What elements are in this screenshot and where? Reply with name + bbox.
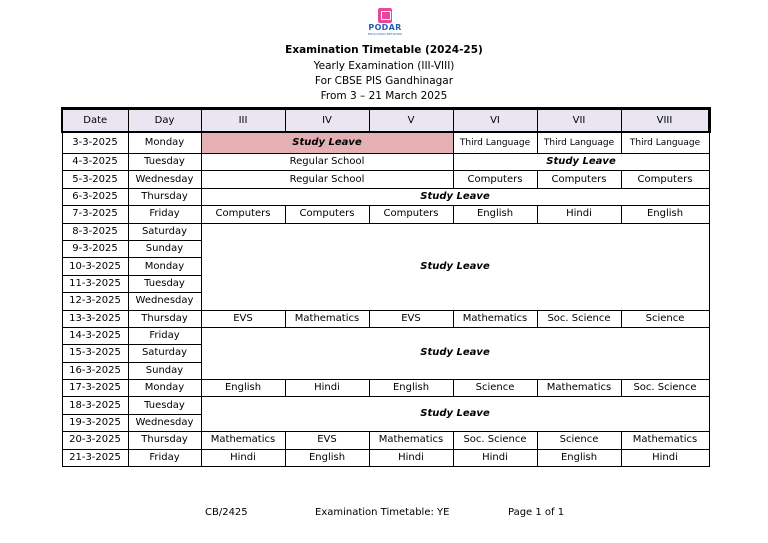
- table-row: [62, 154, 709, 171]
- date-cell: 19-3-2025: [62, 414, 128, 431]
- timetable: [61, 107, 711, 467]
- study-leave-cell: Study Leave: [201, 132, 453, 154]
- date-cell: 13-3-2025: [62, 310, 128, 327]
- day-cell: Monday: [128, 132, 201, 154]
- subject-cell: English: [537, 449, 621, 466]
- regular-school-cell: Regular School: [201, 171, 453, 188]
- table-row: [62, 397, 709, 414]
- day-cell: Tuesday: [128, 154, 201, 171]
- subject-cell: EVS: [369, 310, 453, 327]
- subject-cell: EVS: [285, 432, 369, 449]
- date-cell: 16-3-2025: [62, 362, 128, 379]
- day-cell: Friday: [128, 449, 201, 466]
- day-cell: Wednesday: [128, 293, 201, 310]
- study-leave-cell: Study Leave: [453, 154, 709, 171]
- subject-cell: Third Language: [621, 132, 709, 154]
- subject-cell: Mathematics: [369, 432, 453, 449]
- subject-cell: Hindi: [453, 449, 537, 466]
- table-row: [62, 206, 709, 223]
- subject-cell: Mathematics: [537, 380, 621, 397]
- table-row: [62, 223, 709, 240]
- day-cell: Thursday: [128, 432, 201, 449]
- subject-cell: Computers: [453, 171, 537, 188]
- col-header-vii: VII: [537, 109, 621, 133]
- subject-cell: English: [201, 380, 285, 397]
- school-name: For CBSE PIS Gandhinagar: [314, 75, 454, 87]
- date-cell: 4-3-2025: [62, 154, 128, 171]
- footer-page-number: Page 1 of 1: [508, 507, 565, 518]
- col-header-vi: VI: [453, 109, 537, 133]
- col-header-iv: IV: [285, 109, 369, 133]
- table-row: [62, 449, 709, 466]
- date-cell: 12-3-2025: [62, 293, 128, 310]
- day-cell: Wednesday: [128, 414, 201, 431]
- subject-cell: Soc. Science: [453, 432, 537, 449]
- subject-cell: Hindi: [369, 449, 453, 466]
- page-title: Examination Timetable (2024-25): [285, 44, 483, 56]
- table-row: [62, 327, 709, 344]
- study-leave-cell: Study Leave: [201, 327, 709, 379]
- regular-school-cell: Regular School: [201, 154, 453, 171]
- school-logo: [363, 8, 407, 40]
- subject-cell: Science: [453, 380, 537, 397]
- subject-cell: Third Language: [453, 132, 537, 154]
- subject-cell: Soc. Science: [621, 380, 709, 397]
- date-cell: 6-3-2025: [62, 188, 128, 205]
- logo-tagline: EDUCATION NETWORK: [368, 32, 402, 36]
- subject-cell: Third Language: [537, 132, 621, 154]
- date-cell: 3-3-2025: [62, 132, 128, 154]
- day-cell: Sunday: [128, 362, 201, 379]
- col-header-day: Day: [128, 109, 201, 133]
- date-cell: 11-3-2025: [62, 275, 128, 292]
- subject-cell: Computers: [621, 171, 709, 188]
- subject-cell: Mathematics: [201, 432, 285, 449]
- subject-cell: Mathematics: [285, 310, 369, 327]
- day-cell: Thursday: [128, 188, 201, 205]
- day-cell: Monday: [128, 258, 201, 275]
- subject-cell: EVS: [201, 310, 285, 327]
- date-cell: 7-3-2025: [62, 206, 128, 223]
- exam-subtitle: Yearly Examination (III-VIII): [313, 60, 455, 72]
- day-cell: Friday: [128, 327, 201, 344]
- table-row: [62, 310, 709, 327]
- date-cell: 18-3-2025: [62, 397, 128, 414]
- col-header-viii: VIII: [621, 109, 709, 133]
- date-cell: 8-3-2025: [62, 223, 128, 240]
- subject-cell: Hindi: [537, 206, 621, 223]
- subject-cell: Hindi: [201, 449, 285, 466]
- day-cell: Saturday: [128, 345, 201, 362]
- day-cell: Saturday: [128, 223, 201, 240]
- col-header-v: V: [369, 109, 453, 133]
- date-cell: 5-3-2025: [62, 171, 128, 188]
- day-cell: Wednesday: [128, 171, 201, 188]
- day-cell: Monday: [128, 380, 201, 397]
- date-cell: 9-3-2025: [62, 240, 128, 257]
- subject-cell: English: [453, 206, 537, 223]
- subject-cell: Mathematics: [453, 310, 537, 327]
- logo-brand: PODAR: [368, 23, 402, 32]
- table-row: [62, 188, 709, 205]
- header-row: [62, 109, 709, 133]
- subject-cell: Computers: [369, 206, 453, 223]
- footer-doc-title: Examination Timetable: YE: [315, 507, 450, 518]
- date-cell: 20-3-2025: [62, 432, 128, 449]
- subject-cell: Soc. Science: [537, 310, 621, 327]
- subject-cell: Hindi: [621, 449, 709, 466]
- table-row: [62, 432, 709, 449]
- table-row: [62, 132, 709, 154]
- subject-cell: Computers: [201, 206, 285, 223]
- subject-cell: Computers: [285, 206, 369, 223]
- date-cell: 14-3-2025: [62, 327, 128, 344]
- study-leave-cell: Study Leave: [201, 223, 709, 310]
- subject-cell: Mathematics: [621, 432, 709, 449]
- subject-cell: English: [621, 206, 709, 223]
- date-cell: 10-3-2025: [62, 258, 128, 275]
- subject-cell: Science: [537, 432, 621, 449]
- subject-cell: English: [285, 449, 369, 466]
- day-cell: Friday: [128, 206, 201, 223]
- col-header-date: Date: [62, 109, 128, 133]
- subject-cell: English: [369, 380, 453, 397]
- date-cell: 15-3-2025: [62, 345, 128, 362]
- subject-cell: Computers: [537, 171, 621, 188]
- date-cell: 21-3-2025: [62, 449, 128, 466]
- day-cell: Tuesday: [128, 275, 201, 292]
- study-leave-cell: Study Leave: [201, 188, 709, 205]
- day-cell: Tuesday: [128, 397, 201, 414]
- study-leave-cell: Study Leave: [201, 397, 709, 432]
- subject-cell: Hindi: [285, 380, 369, 397]
- day-cell: Thursday: [128, 310, 201, 327]
- podar-logo-icon: [378, 8, 392, 23]
- day-cell: Sunday: [128, 240, 201, 257]
- table-row: [62, 380, 709, 397]
- date-cell: 17-3-2025: [62, 380, 128, 397]
- col-header-iii: III: [201, 109, 285, 133]
- subject-cell: Science: [621, 310, 709, 327]
- footer-doc-code: CB/2425: [205, 507, 248, 518]
- table-row: [62, 171, 709, 188]
- exam-date-range: From 3 – 21 March 2025: [320, 90, 448, 102]
